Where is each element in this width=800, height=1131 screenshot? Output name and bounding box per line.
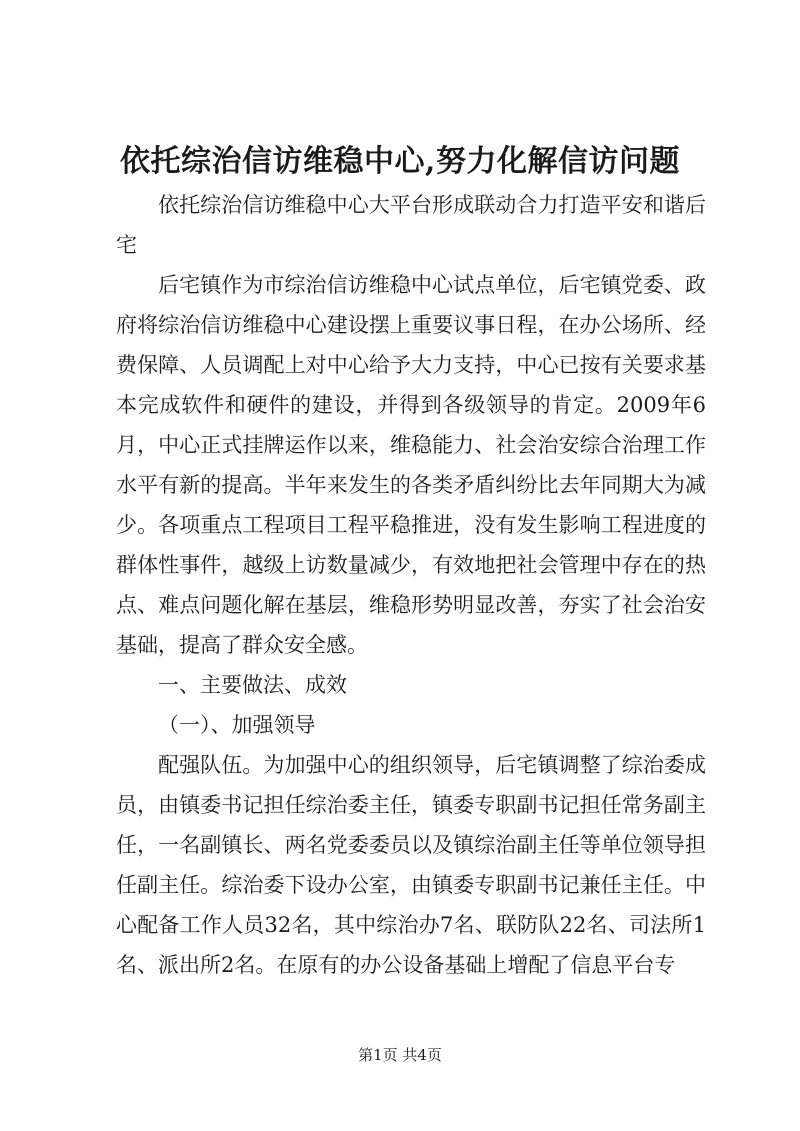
section-heading-main-practices: 一、主要做法、成效 [158, 673, 347, 697]
paragraph-intro: 后宅镇作为市综治信访维稳中心试点单位，后宅镇党委、政府将综治信访维稳中心建设摆上重要议事日程，在办公场所、经费保障、人员调配上对中心给予大力支持，中心已按有关要求基本完成软件和硬件的建设，并得到各级领导的肯定。2009年6月，中心正式挂牌运作以来，维稳能力、社会治安综合治理工作水平有新的提高。半年来发生的各类矛盾纠纷比去年同期大为减少。各项重点工程项目工程平稳推进，没有发生影响工程进度的群体性事件，越级上访数量减少，有效地把社会管理中存在的热点、难点问题化解在基层，维稳形势明显改善，夯实了社会治安基础，提高了群众安全感。 [116, 273, 706, 657]
paragraph-team-staffing: 配强队伍。为加强中心的组织领导，后宅镇调整了综治委成员，由镇委书记担任综治委主任，镇委专职副书记担任常务副主任，一名副镇长、两名党委委员以及镇综治副主任等单位领导担任副主任。综治委下设办公室，由镇委专职副书记兼任主任。中心配备工作人员32名，其中综治办7名、联防队22名、司法所1名、派出所2名。在原有的办公设备基础上增配了信息平台专 [116, 753, 706, 977]
document-body [116, 185, 706, 985]
page-number-footer: 第1页 共4页 [358, 1046, 442, 1064]
document-title: 依托综治信访维稳中心,努力化解信访问题 [120, 144, 680, 179]
paragraph-subtitle: 依托综治信访维稳中心大平台形成联动合力打造平安和谐后宅 [116, 193, 706, 257]
subsection-heading-leadership: （一）、加强领导 [158, 713, 316, 737]
